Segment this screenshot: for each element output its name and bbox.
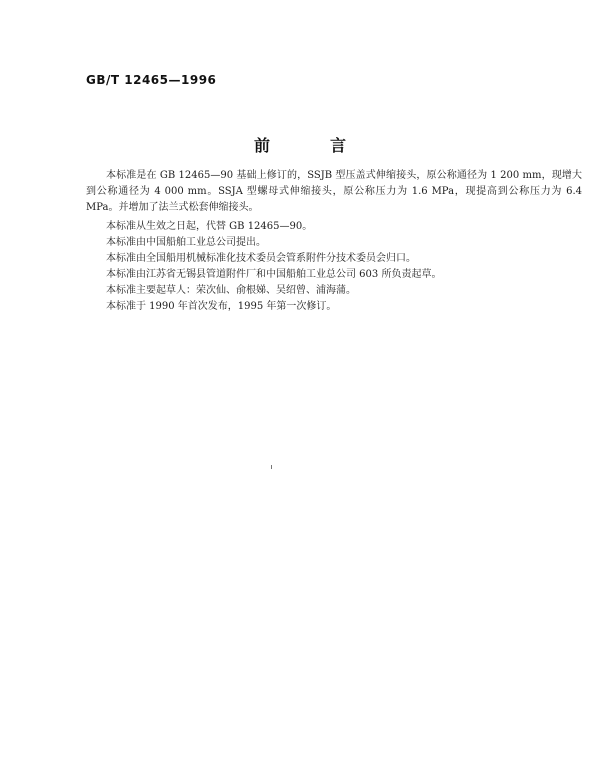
paragraph-drafting-units: 本标准由江苏省无锡县管道附件厂和中国船舶工业总公司 603 所负责起草。 (106, 269, 442, 280)
page-title: 前 言 (253, 136, 368, 155)
paragraph-replacement: 本标准从生效之日起，代替 GB 12465—90。 (106, 221, 313, 232)
paragraph-drafters: 本标准主要起草人：荣次仙、俞根娣、吴绍曾、浦海蒲。 (106, 285, 356, 296)
scan-speck (271, 465, 272, 469)
paragraph-administration: 本标准由全国船用机械标准化技术委员会管系附件分技术委员会归口。 (106, 253, 416, 264)
foreword-body (86, 168, 582, 315)
paragraph-revision-note: 本标准是在 GB 12465—90 基础上修订的，SSJB 型压盖式伸缩接头，原公称通径为 1 200 mm，现增大到公称通径为 4 000 mm。SSJA 型螺母式伸缩接头，原公称压力为 1.6 MPa，现提高到公称压力为 6.4 MPa。并增加了法兰式松套伸缩接头。 (86, 170, 582, 213)
paragraph-proposer: 本标准由中国船舶工业总公司提出。 (106, 237, 266, 248)
paragraph-publication-history: 本标准于 1990 年首次发布，1995 年第一次修订。 (106, 301, 337, 312)
standard-code: GB/T 12465—1996 (86, 73, 217, 87)
